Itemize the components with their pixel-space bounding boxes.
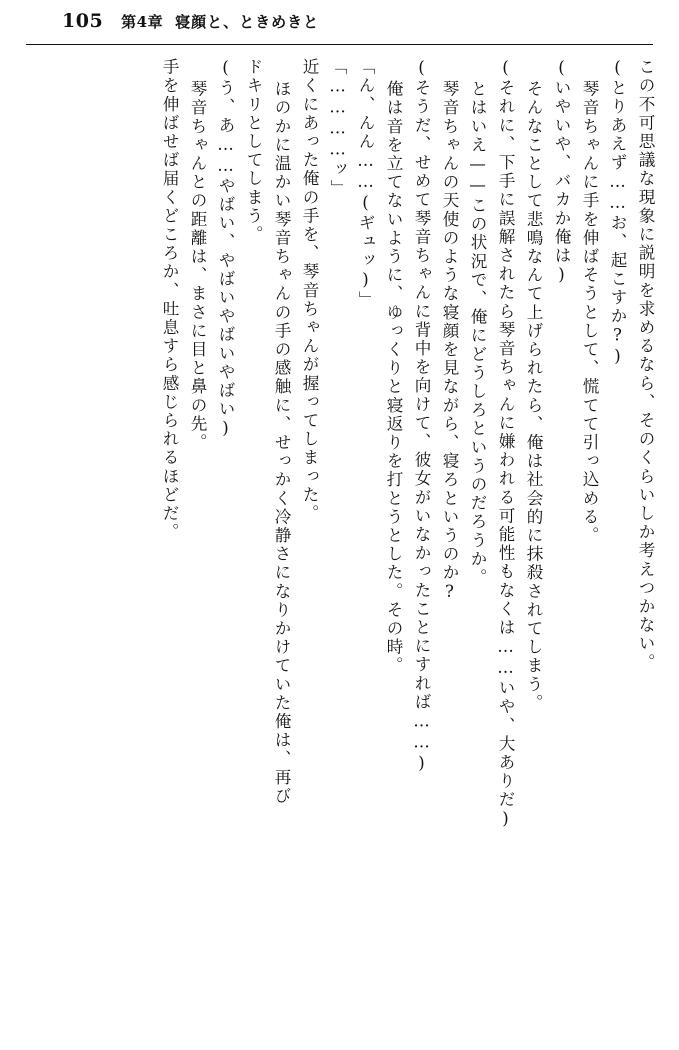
page-header bbox=[0, 10, 679, 40]
text-line: 琴音ちゃんとの距離は、まさに目と鼻の先。 bbox=[188, 80, 207, 452]
text-line: そんなことして悲鳴なんて上げられたら、俺は社会的に抹殺されてしまう。 bbox=[524, 80, 543, 713]
text-line: 俺は音を立てないように、ゆっくりと寝返りを打とうとした。その時。 bbox=[384, 80, 403, 676]
text-line: (う、あ……やばい、やばいやばいやばい) bbox=[216, 58, 235, 440]
text-line: 「ん、んん……(ギュッ)」 bbox=[356, 58, 375, 310]
vertical-text-body bbox=[26, 58, 653, 1024]
text-line: (そうだ、せめて琴音ちゃんに背中を向けて、彼女がいなかったことにすれば……) bbox=[412, 58, 431, 775]
page-number: 105 bbox=[62, 10, 104, 32]
text-line: とはいえ——この状況で、俺にどうしろというのだろうか。 bbox=[468, 80, 487, 587]
text-line: 近くにあった俺の手を、琴音ちゃんが握ってしまった。 bbox=[300, 58, 319, 523]
text-line: (いやいや、バカか俺は) bbox=[552, 58, 571, 286]
text-line: 手を伸ばせば届くどころか、吐息すら感じられるほどだ。 bbox=[160, 58, 179, 542]
text-line: ドキリとしてしまう。 bbox=[244, 58, 263, 244]
header-divider bbox=[26, 44, 653, 45]
text-line: ほのかに温かい琴音ちゃんの手の感触に、せっかく冷静さになりかけていた俺は、再び bbox=[272, 80, 291, 806]
text-line: 琴音ちゃんの天使のような寝顔を見ながら、寝ろというのか? bbox=[440, 80, 459, 604]
text-line: 「…………ッ」 bbox=[328, 58, 347, 198]
chapter-label: 第4章 bbox=[121, 13, 164, 31]
chapter-title: 寝顔と、ときめきと bbox=[175, 13, 320, 31]
text-line: (とりあえず……お、起こすか?) bbox=[608, 58, 627, 368]
text-line: 琴音ちゃんに手を伸ばそうとして、慌てて引っ込める。 bbox=[580, 80, 599, 545]
text-line: (それに、下手に誤解されたら琴音ちゃんに嫌われる可能性もなくは……いや、大ありだ) bbox=[496, 58, 515, 831]
text-line: この不可思議な現象に説明を求めるなら、そのくらいしか考えつかない。 bbox=[636, 58, 655, 672]
